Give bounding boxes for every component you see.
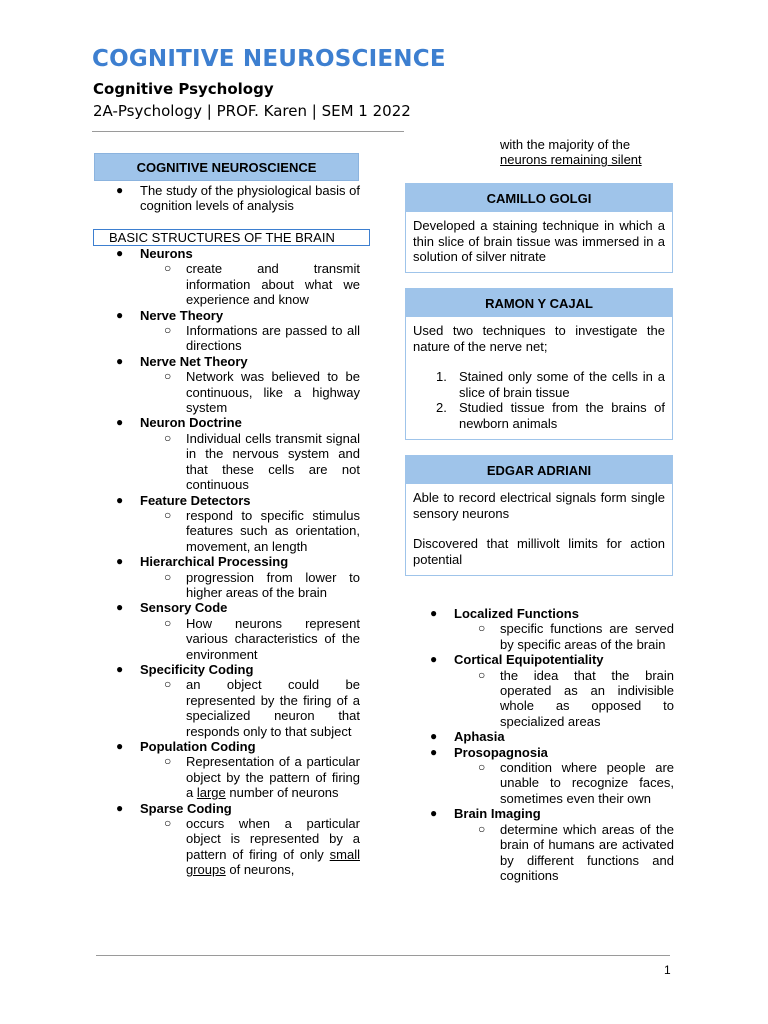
desc-sparse-coding-end: of neurons, bbox=[229, 862, 295, 878]
sub-item bbox=[408, 668, 674, 730]
list-item bbox=[94, 739, 360, 754]
cajal-intro: Used two techniques to investigate the nature of the nerve net; bbox=[413, 323, 665, 354]
list-item bbox=[408, 806, 674, 821]
circle-bullet-icon: ○ bbox=[478, 760, 486, 775]
term-neurons: Neurons bbox=[140, 246, 193, 261]
page-number: 1 bbox=[664, 963, 671, 977]
desc-specificity-coding: an object could be represented by the firing of a specialized neuron that responds only to that subject bbox=[186, 677, 360, 739]
underlined-text: large bbox=[196, 785, 226, 801]
golgi-header: CAMILLO GOLGI bbox=[406, 184, 672, 212]
term-feature-detectors: Feature Detectors bbox=[140, 492, 251, 508]
step-text: Studied tissue from the brains of newborn animals bbox=[459, 400, 665, 431]
term-localized-functions: Localized Functions bbox=[454, 606, 579, 621]
desc-population-coding-end: number of neurons bbox=[229, 785, 339, 801]
continuation-text bbox=[500, 137, 674, 168]
list-item bbox=[94, 554, 360, 569]
list-item bbox=[408, 745, 674, 760]
document-subtitle: Cognitive Psychology bbox=[93, 80, 274, 98]
circle-bullet-icon: ○ bbox=[164, 615, 172, 630]
desc-nerve-net-theory: Network was believed to be continuous, like a highway system bbox=[186, 369, 360, 416]
desc-localized-functions: specific functions are served by specific areas of the brain bbox=[500, 621, 674, 652]
list-item bbox=[94, 600, 360, 615]
desc-sensory-code: How neurons represent various characteristics of the environment bbox=[186, 615, 360, 662]
sub-item bbox=[94, 261, 360, 307]
sub-item bbox=[94, 369, 360, 415]
list-item bbox=[408, 606, 674, 621]
section-header-cognitive-neuroscience: COGNITIVE NEUROSCIENCE bbox=[94, 153, 359, 181]
adriani-body bbox=[406, 484, 672, 573]
term-prosopagnosia: Prosopagnosia bbox=[454, 744, 548, 760]
list-item bbox=[413, 369, 665, 400]
circle-bullet-icon: ○ bbox=[164, 677, 172, 692]
brain-structures-list bbox=[94, 246, 360, 878]
bullet-icon: ● bbox=[116, 800, 124, 815]
circle-bullet-icon: ○ bbox=[164, 816, 172, 831]
cajal-steps bbox=[413, 369, 665, 431]
step-number: 2. bbox=[436, 400, 447, 415]
sub-item bbox=[94, 570, 360, 601]
list-item bbox=[94, 662, 360, 677]
bullet-icon: ● bbox=[430, 806, 438, 821]
circle-bullet-icon: ○ bbox=[478, 667, 486, 682]
sub-item bbox=[94, 616, 360, 662]
bullet-icon: ● bbox=[430, 652, 438, 667]
bullet-icon: ● bbox=[116, 600, 124, 615]
bullet-icon: ● bbox=[116, 353, 124, 368]
step-text: Stained only some of the cells in a slice of brain tissue bbox=[459, 369, 665, 400]
footer-divider bbox=[96, 955, 670, 956]
continuation-line: with the majority of the bbox=[500, 137, 631, 152]
adriani-para-2: Discovered that millivolt limits for action potential bbox=[413, 536, 665, 567]
desc-prosopagnosia: condition where people are unable to recognize faces, sometimes even their own bbox=[500, 760, 674, 806]
desc-neurons: create and transmit information about what we experience and know bbox=[186, 261, 360, 308]
golgi-body: Developed a staining technique in which a thin slice of brain tissue was immersed in a solution of silver nitrate bbox=[413, 218, 665, 264]
bullet-icon: ● bbox=[116, 554, 124, 569]
list-item bbox=[413, 400, 665, 431]
circle-bullet-icon: ○ bbox=[164, 507, 172, 522]
circle-bullet-icon: ○ bbox=[164, 754, 172, 769]
basic-structures-label: BASIC STRUCTURES OF THE BRAIN bbox=[93, 229, 370, 246]
list-item bbox=[408, 729, 674, 744]
list-item bbox=[94, 801, 360, 816]
desc-cortical-equipotentiality: the idea that the brain operated as an indivisible whole as opposed to specialized areas bbox=[500, 667, 674, 729]
bullet-icon: ● bbox=[430, 744, 438, 759]
term-sparse-coding: Sparse Coding bbox=[140, 800, 232, 816]
sub-item bbox=[94, 431, 360, 493]
list-item bbox=[94, 183, 360, 214]
term-brain-imaging: Brain Imaging bbox=[454, 806, 541, 822]
underlined-text: small groups bbox=[186, 846, 360, 878]
circle-bullet-icon: ○ bbox=[164, 261, 172, 276]
desc-population-coding: Representation of a particular object by the pattern of firing a bbox=[186, 754, 360, 801]
list-item bbox=[94, 354, 360, 369]
adriani-para-1: Able to record electrical signals form single sensory neurons bbox=[413, 490, 665, 521]
circle-bullet-icon: ○ bbox=[478, 821, 486, 836]
underlined-text: neurons remaining silent bbox=[500, 152, 642, 168]
circle-bullet-icon: ○ bbox=[478, 621, 486, 636]
golgi-card bbox=[405, 183, 673, 273]
term-cortical-equipotentiality: Cortical Equipotentiality bbox=[454, 652, 604, 668]
bullet-icon: ● bbox=[116, 415, 124, 430]
list-item bbox=[94, 246, 360, 261]
sub-item bbox=[94, 508, 360, 554]
bullet-icon: ● bbox=[116, 492, 124, 507]
circle-bullet-icon: ○ bbox=[164, 569, 172, 584]
sub-item bbox=[94, 677, 360, 739]
desc-nerve-theory: Informations are passed to all directions bbox=[186, 323, 360, 354]
bullet-icon: ● bbox=[116, 183, 124, 197]
brain-functions-list bbox=[408, 606, 674, 883]
desc-brain-imaging: determine which areas of the brain of humans are activated by different functions and cognitions bbox=[500, 821, 674, 883]
desc-feature-detectors: respond to specific stimulus features such as orientation, movement, an length bbox=[186, 507, 360, 554]
sub-item bbox=[94, 323, 360, 354]
adriani-card bbox=[405, 455, 673, 576]
term-neuron-doctrine: Neuron Doctrine bbox=[140, 415, 242, 431]
course-line: 2A-Psychology | PROF. Karen | SEM 1 2022 bbox=[93, 102, 411, 120]
desc-sparse-coding: occurs when a particular object is represented by a pattern of firing of only bbox=[186, 816, 360, 862]
document-title: COGNITIVE NEUROSCIENCE bbox=[92, 46, 446, 72]
circle-bullet-icon: ○ bbox=[164, 369, 172, 384]
intro-list bbox=[94, 183, 360, 214]
bullet-icon: ● bbox=[430, 729, 438, 744]
step-number: 1. bbox=[436, 369, 447, 384]
header-divider bbox=[92, 131, 404, 132]
list-item bbox=[94, 308, 360, 323]
bullet-icon: ● bbox=[430, 606, 438, 620]
list-item bbox=[94, 493, 360, 508]
sub-item bbox=[94, 754, 360, 800]
sub-item bbox=[408, 760, 674, 806]
list-item bbox=[408, 652, 674, 667]
cajal-body bbox=[406, 317, 672, 437]
cajal-header: RAMON Y CAJAL bbox=[406, 289, 672, 317]
term-aphasia: Aphasia bbox=[454, 729, 505, 745]
desc-neuron-doctrine: Individual cells transmit signal in the nervous system and that these cells are not continuous bbox=[186, 430, 360, 493]
circle-bullet-icon: ○ bbox=[164, 323, 172, 338]
intro-text: The study of the physiological basis of cognition levels of analysis bbox=[140, 183, 360, 214]
term-hierarchical-processing: Hierarchical Processing bbox=[140, 554, 289, 570]
bullet-icon: ● bbox=[116, 246, 124, 260]
desc-hierarchical-processing: progression from lower to higher areas of the brain bbox=[186, 569, 360, 600]
bullet-icon: ● bbox=[116, 307, 124, 322]
cajal-card bbox=[405, 288, 673, 440]
circle-bullet-icon: ○ bbox=[164, 430, 172, 445]
term-sensory-code: Sensory Code bbox=[140, 600, 228, 616]
term-population-coding: Population Coding bbox=[140, 739, 256, 754]
list-item bbox=[94, 415, 360, 430]
term-nerve-net-theory: Nerve Net Theory bbox=[140, 353, 248, 369]
term-specificity-coding: Specificity Coding bbox=[140, 661, 254, 677]
adriani-header: EDGAR ADRIANI bbox=[406, 456, 672, 484]
term-nerve-theory: Nerve Theory bbox=[140, 307, 224, 323]
bullet-icon: ● bbox=[116, 739, 124, 753]
sub-item bbox=[408, 621, 674, 652]
sub-item bbox=[408, 822, 674, 884]
bullet-icon: ● bbox=[116, 661, 124, 676]
sub-item bbox=[94, 816, 360, 878]
